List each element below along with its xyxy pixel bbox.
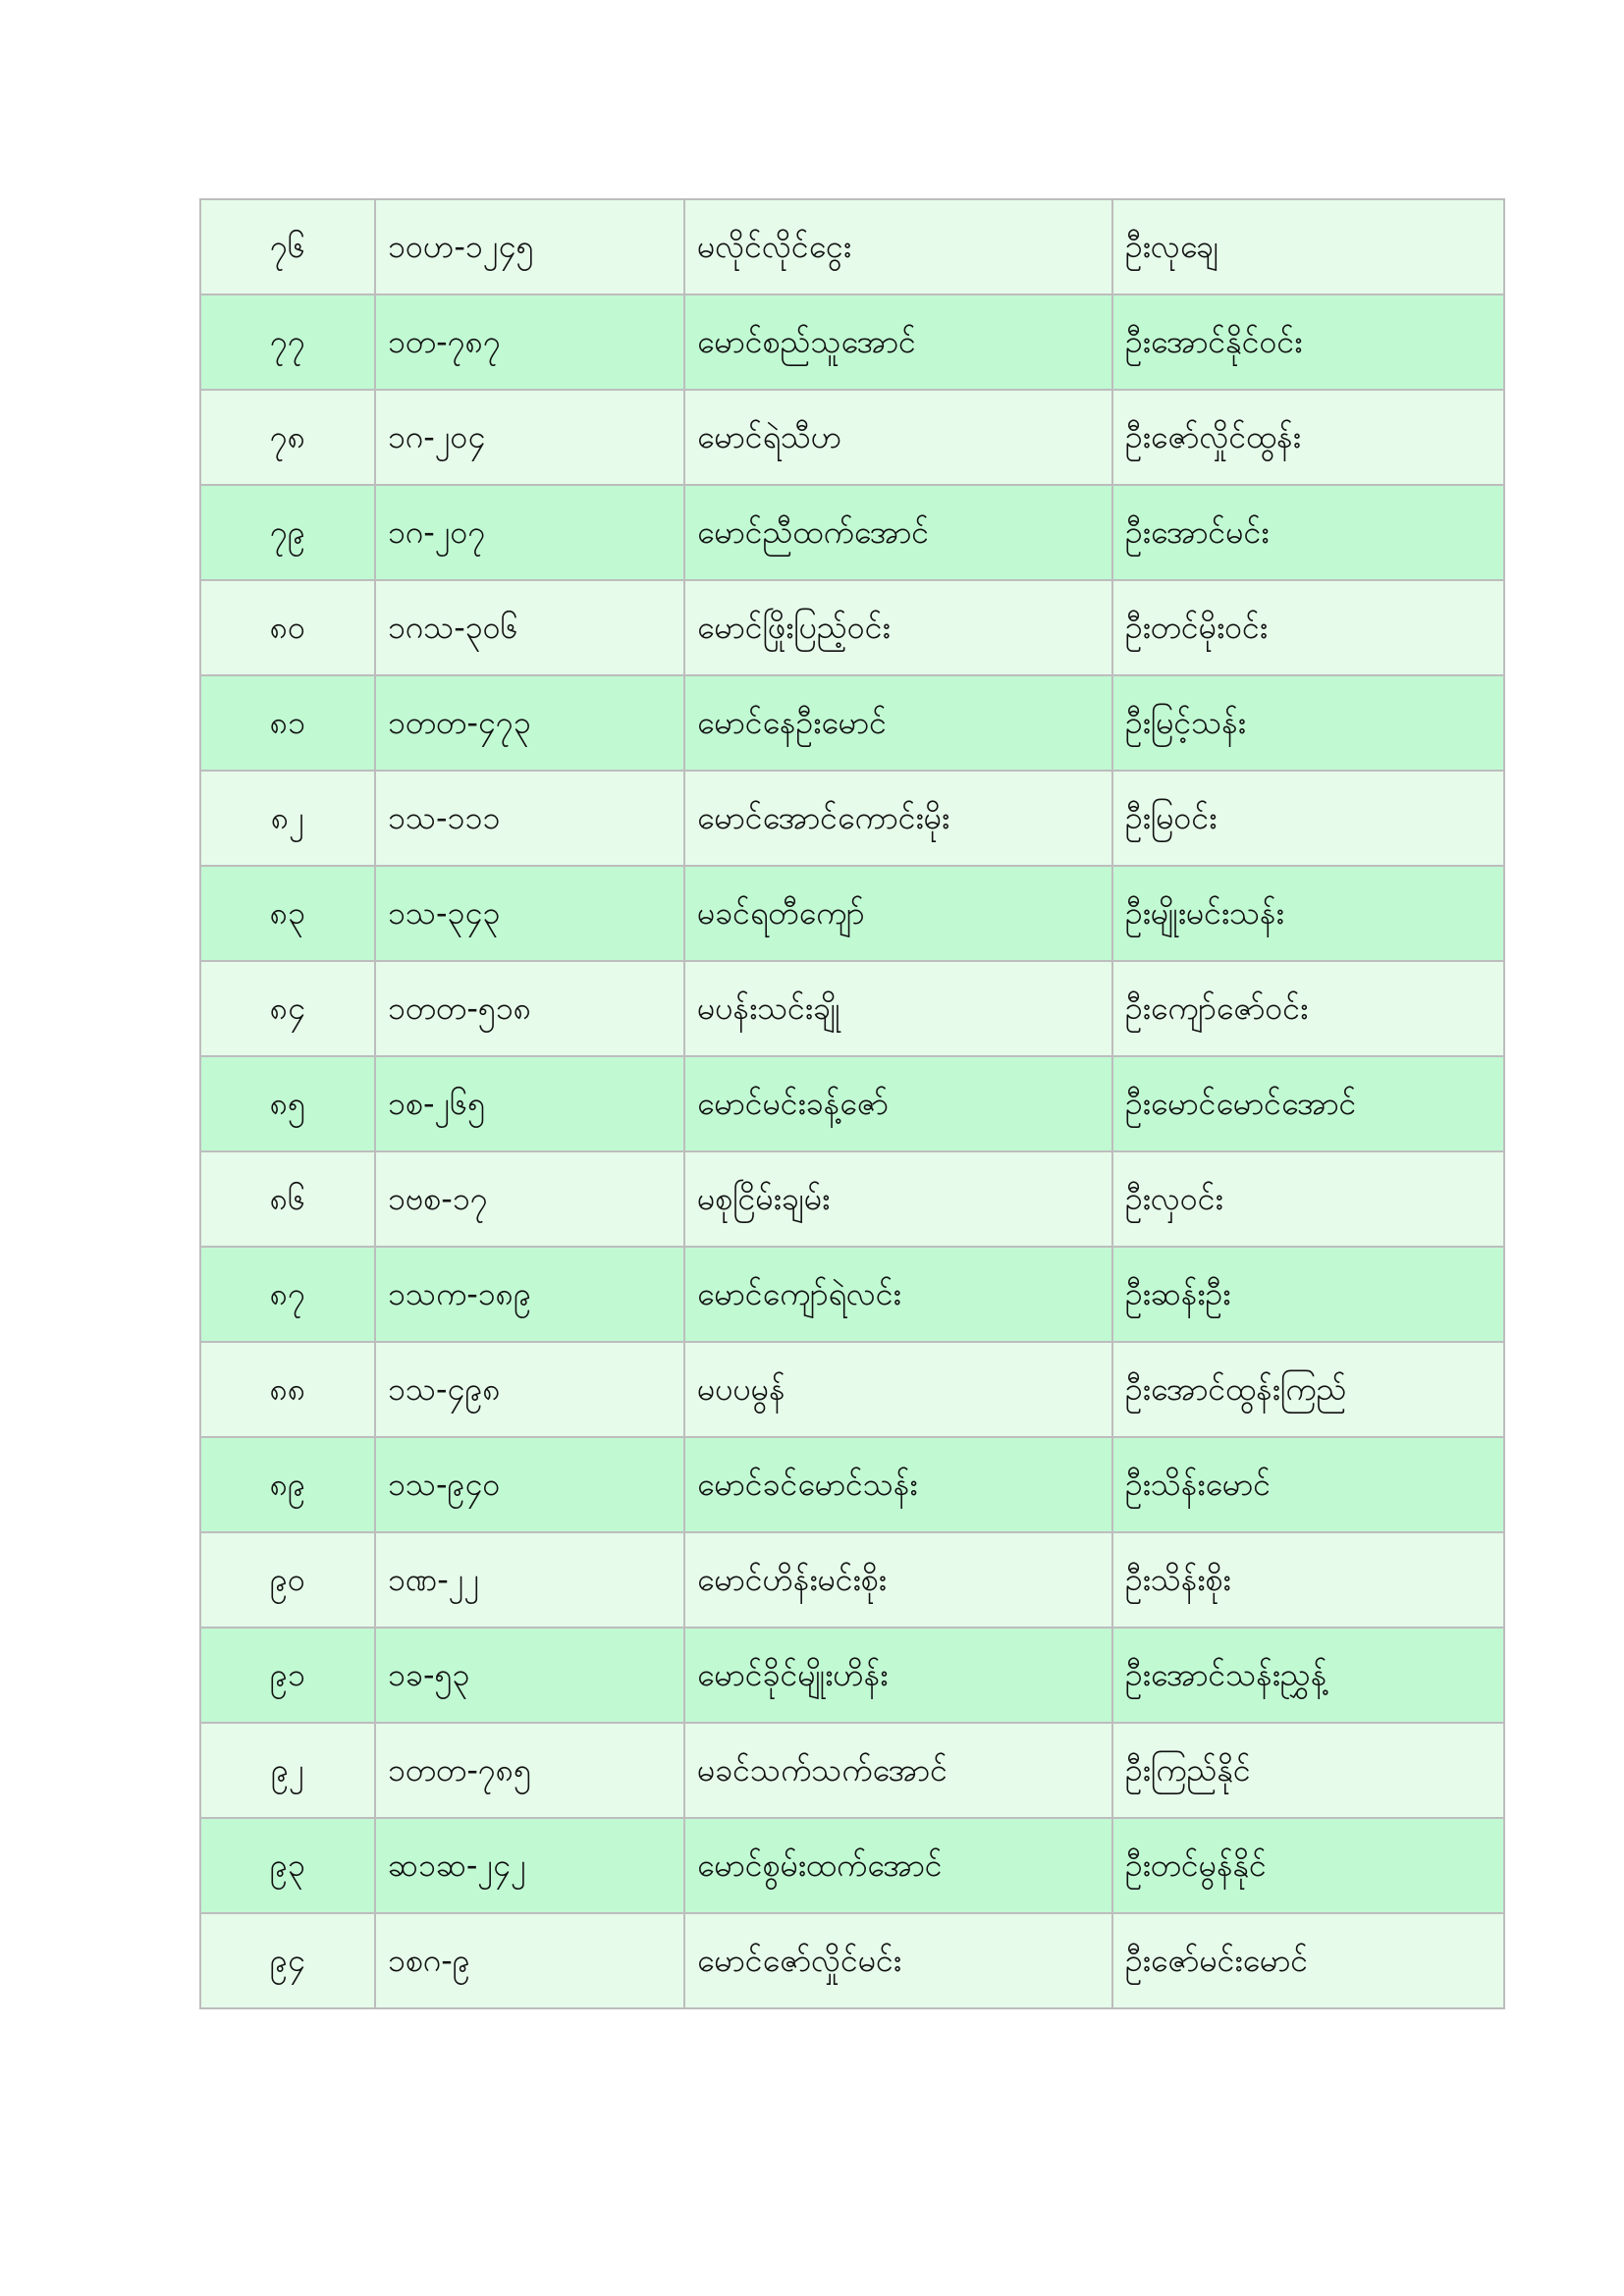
row-number-cell: ၈၇ [200,1247,375,1342]
roll-number-cell: ၁သက-၁၈၉ [375,1247,684,1342]
row-number-cell: ၇၉ [200,485,375,580]
row-number-cell: ၈၅ [200,1056,375,1151]
roll-number-cell: ၁သ-၄၉၈ [375,1342,684,1437]
student-name-cell: မောင်အောင်ကောင်းမိုး [684,771,1112,866]
table-row [200,485,1504,580]
table-row [200,1913,1504,2008]
table-row [200,1342,1504,1437]
roll-number-cell: ၁သ-၃၄၃ [375,866,684,961]
student-name-cell: မောင်နေဦးမောင် [684,675,1112,771]
row-number-cell: ၈၄ [200,961,375,1056]
roll-number-cell: ၁တတ-၅၁၈ [375,961,684,1056]
student-name-cell: မစုငြိမ်းချမ်း [684,1151,1112,1247]
student-name-cell: မခင်သက်သက်အောင် [684,1723,1112,1818]
row-number-cell: ၈၂ [200,771,375,866]
results-table-body [200,199,1504,2008]
table-row [200,580,1504,675]
father-name-cell: ဦးသိန်းစိုး [1112,1532,1504,1628]
father-name-cell: ဦးဆန်းဦး [1112,1247,1504,1342]
results-table [199,198,1505,2009]
father-name-cell: ဦးမြဝင်း [1112,771,1504,866]
roll-number-cell: ၁တ-၇၈၇ [375,294,684,390]
roll-number-cell: ၁တတ-၄၇၃ [375,675,684,771]
roll-number-cell: ၁ခ-၅၃ [375,1628,684,1723]
table-row [200,1151,1504,1247]
roll-number-cell: ၁ဂ-၂၀၄ [375,390,684,485]
father-name-cell: ဦးဇော်မင်းမောင် [1112,1913,1504,2008]
row-number-cell: ၈၆ [200,1151,375,1247]
table-row [200,866,1504,961]
table-row [200,1818,1504,1913]
student-name-cell: မပပမွန် [684,1342,1112,1437]
father-name-cell: ဦးအောင်သန်းညွှန့် [1112,1628,1504,1723]
student-name-cell: မောင်ဟိန်းမင်းစိုး [684,1532,1112,1628]
father-name-cell: ဦးကြည်နိုင် [1112,1723,1504,1818]
row-number-cell: ၈၀ [200,580,375,675]
father-name-cell: ဦးအောင်နိုင်ဝင်း [1112,294,1504,390]
roll-number-cell: ၁ဂသ-၃၀၆ [375,580,684,675]
father-name-cell: ဦးအောင်မင်း [1112,485,1504,580]
student-name-cell: မောင်စွမ်းထက်အောင် [684,1818,1112,1913]
roll-number-cell: ၁ဗစ-၁၇ [375,1151,684,1247]
table-row [200,771,1504,866]
table-row [200,1247,1504,1342]
student-name-cell: မောင်ရဲသီဟ [684,390,1112,485]
row-number-cell: ၇၆ [200,199,375,294]
father-name-cell: ဦးသိန်းမောင် [1112,1437,1504,1532]
table-row [200,294,1504,390]
father-name-cell: ဦးဇော်လှိုင်ထွန်း [1112,390,1504,485]
student-name-cell: မောင်ခင်မောင်သန်း [684,1437,1112,1532]
row-number-cell: ၈၃ [200,866,375,961]
student-name-cell: မောင်ကျော်ရဲလင်း [684,1247,1112,1342]
father-name-cell: ဦးမောင်မောင်အောင် [1112,1056,1504,1151]
row-number-cell: ၉၁ [200,1628,375,1723]
father-name-cell: ဦးကျော်ဇော်ဝင်း [1112,961,1504,1056]
student-name-cell: မပန်းသင်းချို [684,961,1112,1056]
row-number-cell: ၈၉ [200,1437,375,1532]
row-number-cell: ၈၈ [200,1342,375,1437]
student-name-cell: မောင်ဖြိုးပြည့်ဝင်း [684,580,1112,675]
student-name-cell: မလိုင်လိုင်ငွေး [684,199,1112,294]
row-number-cell: ၉၃ [200,1818,375,1913]
row-number-cell: ၇၈ [200,390,375,485]
table-row [200,1628,1504,1723]
student-name-cell: မောင်ခိုင်မျိုးဟိန်း [684,1628,1112,1723]
table-row [200,1723,1504,1818]
table-row [200,1532,1504,1628]
father-name-cell: ဦးမြင့်သန်း [1112,675,1504,771]
roll-number-cell: ၁သ-၉၄၀ [375,1437,684,1532]
table-row [200,675,1504,771]
student-name-cell: မောင်ဇော်လှိုင်မင်း [684,1913,1112,2008]
row-number-cell: ၉၄ [200,1913,375,2008]
table-row [200,199,1504,294]
table-row [200,1056,1504,1151]
row-number-cell: ၉၀ [200,1532,375,1628]
row-number-cell: ၉၂ [200,1723,375,1818]
roll-number-cell: ၁ဏ-၂၂ [375,1532,684,1628]
father-name-cell: ဦးလုချေ [1112,199,1504,294]
student-name-cell: မခင်ရတီကျော် [684,866,1112,961]
row-number-cell: ၈၁ [200,675,375,771]
roll-number-cell: ၁တတ-၇၈၅ [375,1723,684,1818]
table-row [200,1437,1504,1532]
roll-number-cell: ၁သ-၁၁၁ [375,771,684,866]
table-row [200,961,1504,1056]
father-name-cell: ဦးအောင်ထွန်းကြည် [1112,1342,1504,1437]
roll-number-cell: ၁ဂ-၂၀၇ [375,485,684,580]
roll-number-cell: ၁စ-၂၆၅ [375,1056,684,1151]
father-name-cell: ဦးလှဝင်း [1112,1151,1504,1247]
father-name-cell: ဦးတင်မွန်နိုင် [1112,1818,1504,1913]
student-name-cell: မောင်ညီထက်အောင် [684,485,1112,580]
student-name-cell: မောင်စည်သူအောင် [684,294,1112,390]
student-name-cell: မောင်မင်းခန့်ဇော် [684,1056,1112,1151]
father-name-cell: ဦးမျိုးမင်းသန်း [1112,866,1504,961]
table-row [200,390,1504,485]
roll-number-cell: ၁စဂ-၉ [375,1913,684,2008]
roll-number-cell: ဆ၁ဆ-၂၄၂ [375,1818,684,1913]
row-number-cell: ၇၇ [200,294,375,390]
father-name-cell: ဦးတင်မိုးဝင်း [1112,580,1504,675]
roll-number-cell: ၁၀ဟ-၁၂၄၅ [375,199,684,294]
